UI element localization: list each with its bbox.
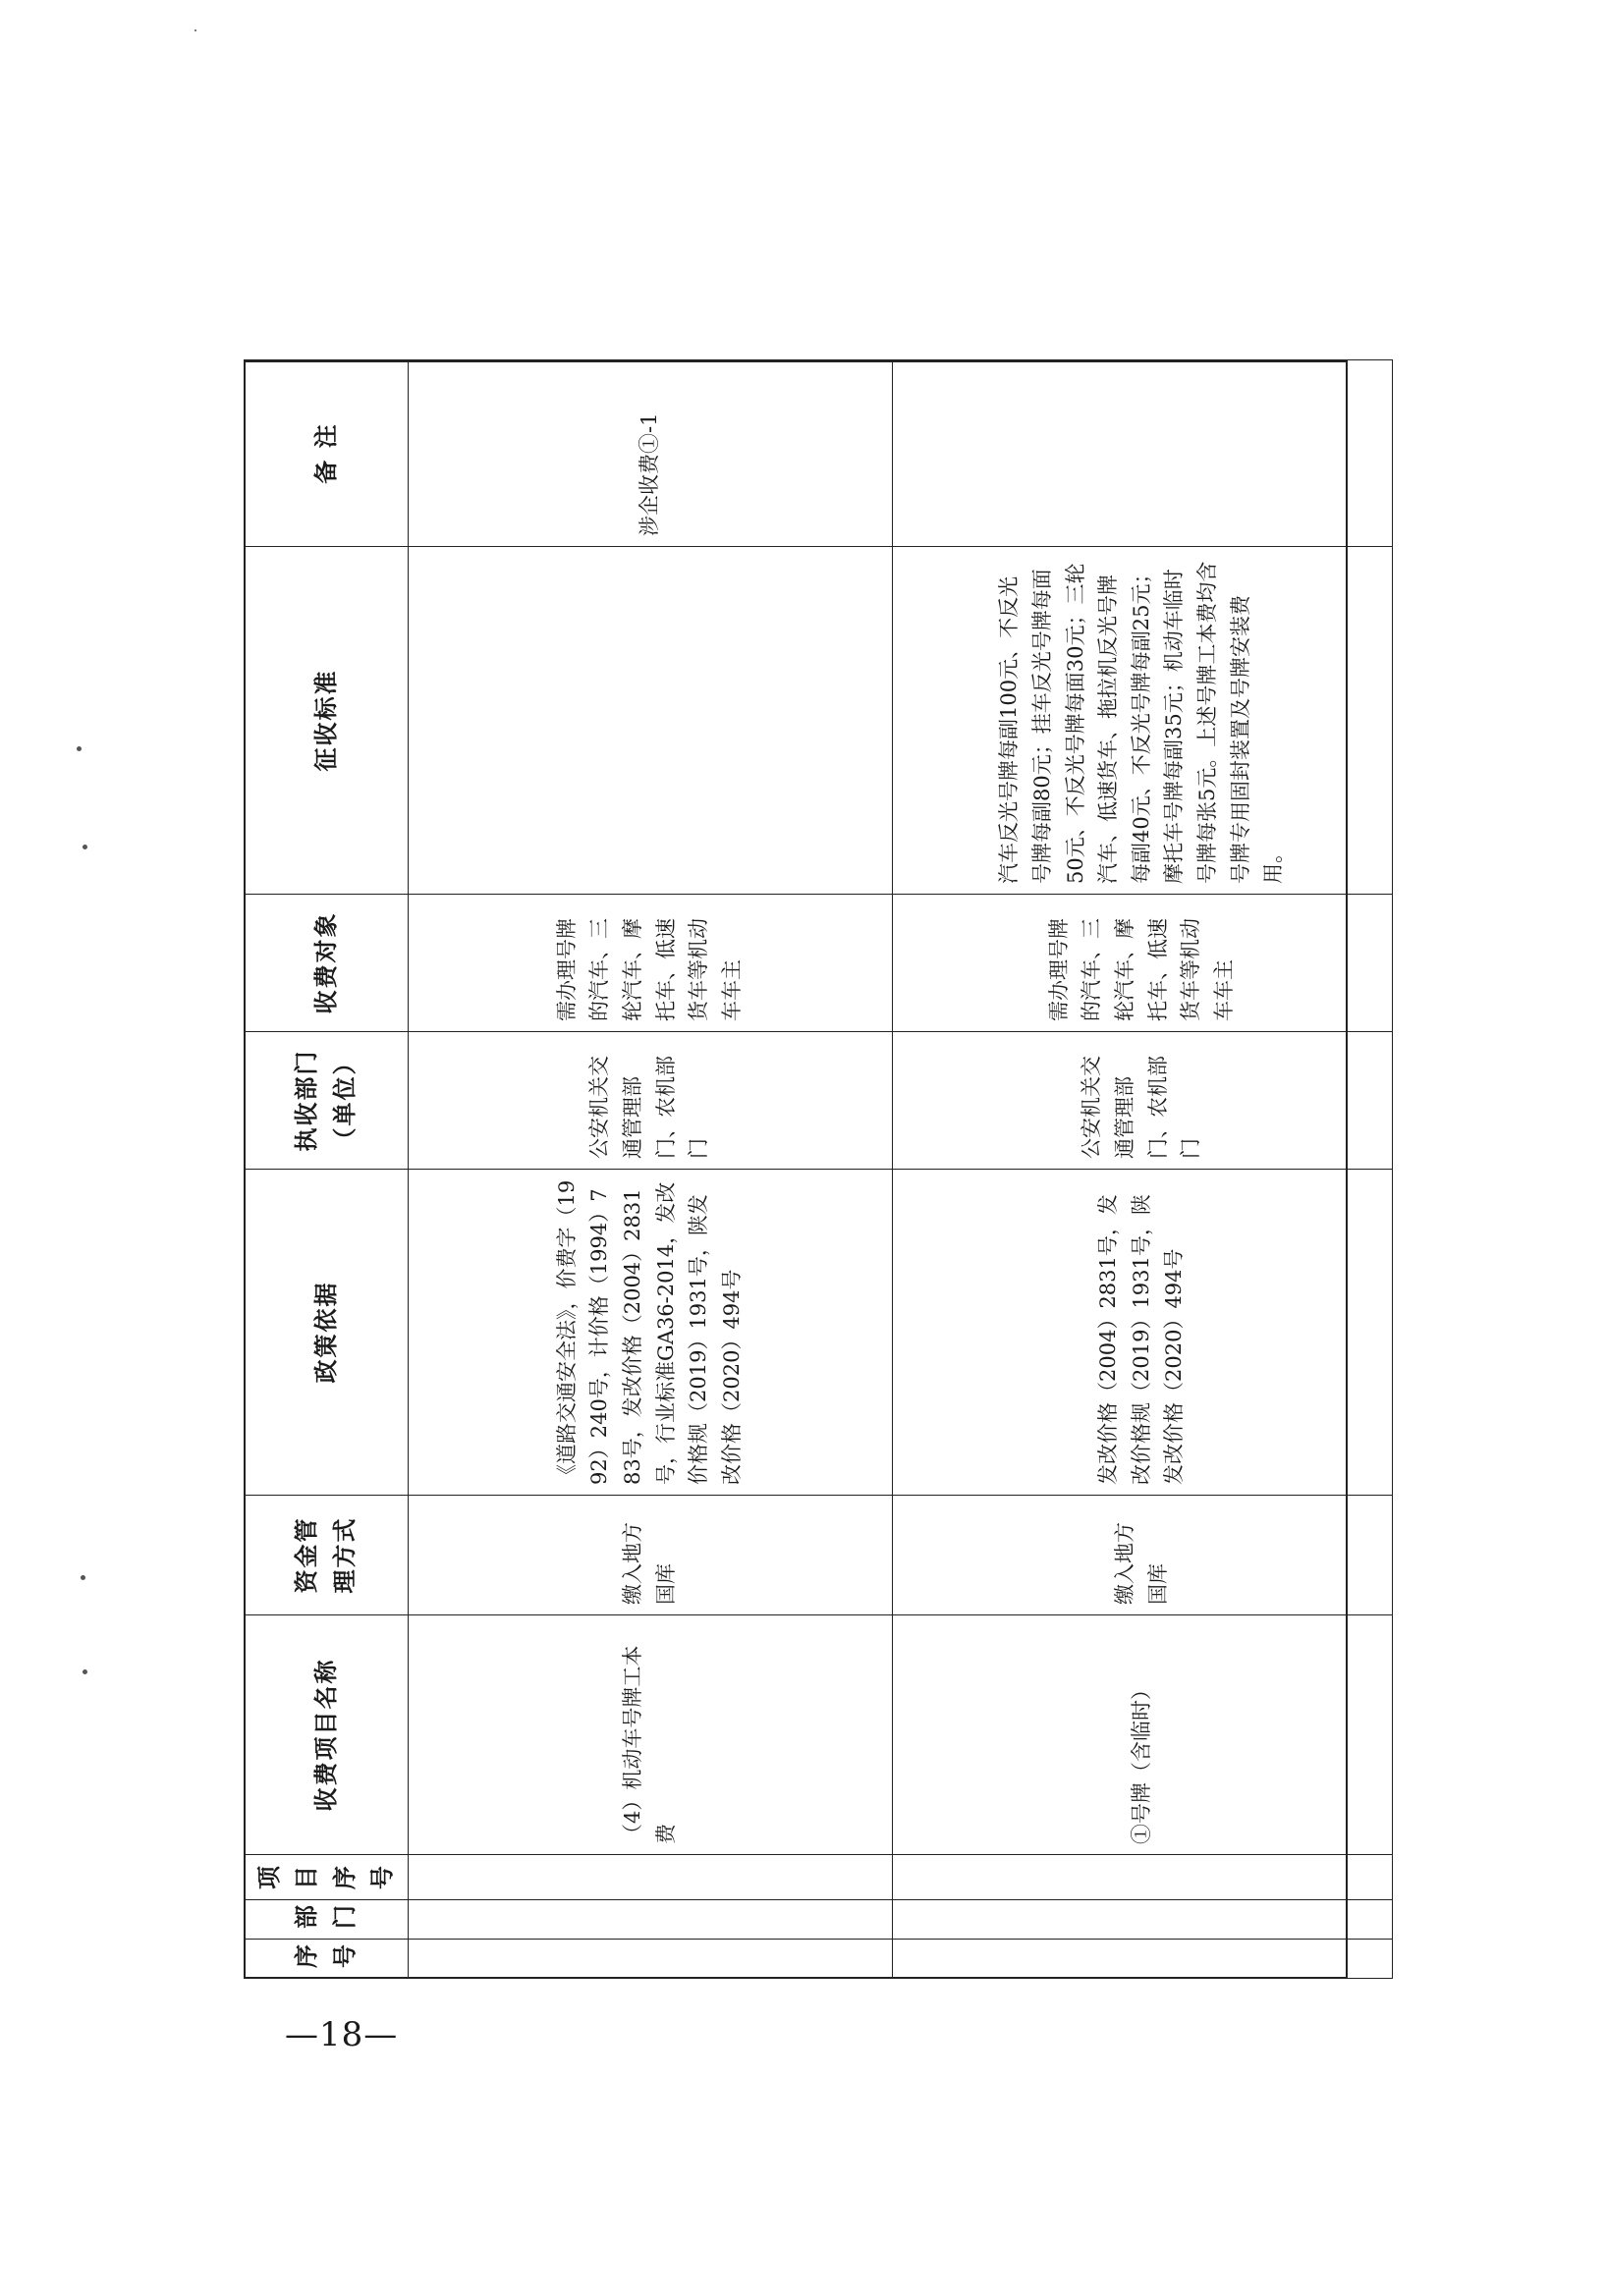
- cell-item-name: ①号牌（含临时）: [892, 1615, 1392, 1855]
- header-row: [245, 360, 409, 1979]
- cell-policy: 发改价格（2004）2831号，发改价格规（2019）1931号，陕发改价格（2020）494号: [892, 1170, 1392, 1496]
- scan-speck: [83, 1669, 87, 1674]
- header-payer: 收费对象: [245, 895, 409, 1032]
- fee-table: [244, 359, 1393, 1979]
- header-remark: 备 注: [245, 360, 409, 547]
- header-collector: 执收部门（单位）: [245, 1032, 409, 1170]
- cell-standard: 汽车反光号牌每副100元、不反光号牌每副80元；挂车反光号牌每面50元、不反光号牌每面30元；三轮汽车、低速货车、拖拉机反光号牌每副40元、不反光号牌每副25元；摩托车号牌每副35元；机动车临时号牌每张5元。上述号牌工本费均含号牌专用固封装置及号牌安装费用。: [892, 547, 1392, 895]
- cell-item-no: [892, 1855, 1392, 1900]
- header-policy: 政策依据: [245, 1170, 409, 1496]
- cell-collector: 公安机关交通管理部门、农机部门: [408, 1032, 892, 1170]
- header-standard: 征收标准: [245, 547, 409, 895]
- cell-payer: 需办理号牌的汽车、三轮汽车、摩托车、低速货车等机动车车主: [408, 895, 892, 1032]
- header-fund-mgmt: 资金管理方式: [245, 1496, 409, 1615]
- cell-fund-mgmt: 缴入地方国库: [408, 1496, 892, 1615]
- cell-payer: 需办理号牌的汽车、三轮汽车、摩托车、低速货车等机动车车主: [892, 895, 1392, 1032]
- header-item-no: 项目序号: [245, 1855, 409, 1900]
- cell-seq: [408, 1940, 892, 1979]
- header-dept: 部门: [245, 1900, 409, 1940]
- scan-speck: [83, 845, 87, 849]
- cell-seq: [892, 1940, 1392, 1979]
- cell-remark: 涉企收费①-1: [408, 360, 892, 547]
- cell-standard: [408, 547, 892, 895]
- page-number: —18—: [285, 2015, 399, 2054]
- cell-remark: [892, 360, 1392, 547]
- cell-dept: [408, 1900, 892, 1940]
- table-row: [408, 360, 892, 1979]
- cell-dept: [892, 1900, 1392, 1940]
- table-row: [892, 360, 1392, 1979]
- cell-collector: 公安机关交通管理部门、农机部门: [892, 1032, 1392, 1170]
- scan-speck: [194, 29, 196, 31]
- cell-fund-mgmt: 缴入地方国库: [892, 1496, 1392, 1615]
- scan-speck: [77, 746, 82, 751]
- cell-item-no: [408, 1855, 892, 1900]
- cell-policy: 《道路交通安全法》，价费字（1992）240号，计价格（1994）783号，发改价格（2004）2831号，行业标准GA36-2014，发改价格规（2019）1931号，陕发改价格（2020）494号: [408, 1170, 892, 1496]
- rotated-table-container: [244, 360, 1348, 1979]
- cell-item-name: （4）机动车号牌工本费: [408, 1615, 892, 1855]
- header-seq: 序号: [245, 1940, 409, 1979]
- header-item-name: 收费项目名称: [245, 1615, 409, 1855]
- scan-speck: [81, 1575, 85, 1580]
